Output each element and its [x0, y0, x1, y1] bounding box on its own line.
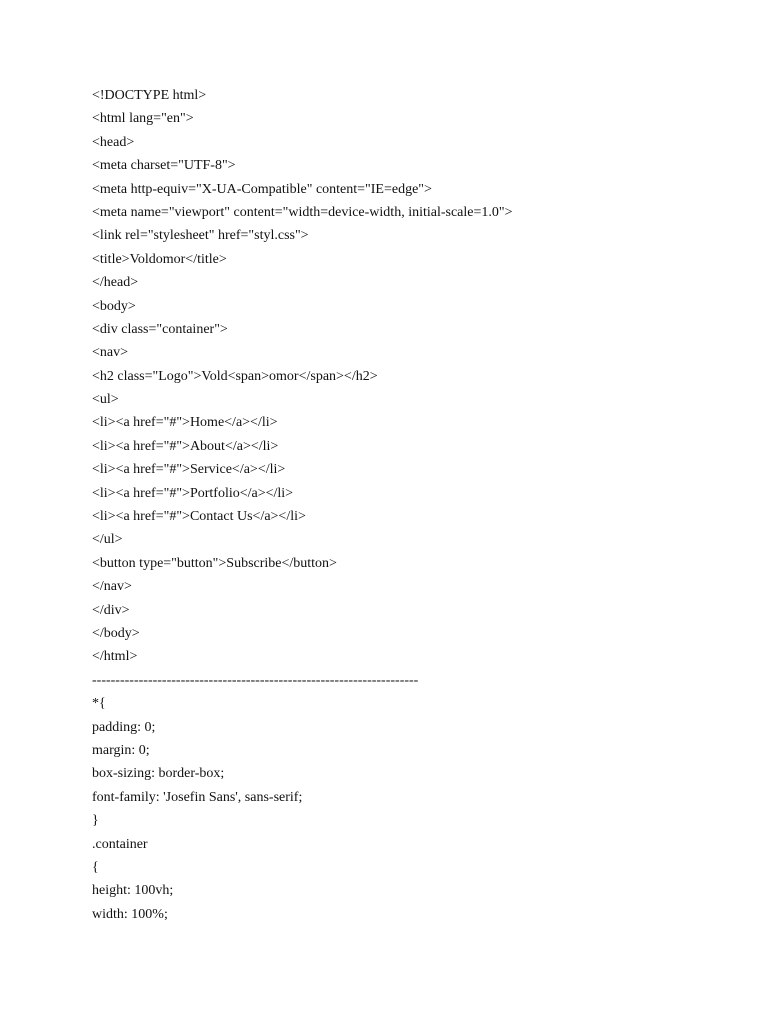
code-line: <div class="container">	[92, 321, 228, 337]
separator-line: ----------------------------------------------------------------------	[92, 672, 419, 688]
code-line: </ul>	[92, 532, 123, 548]
code-line: <ul>	[92, 392, 119, 408]
code-line: <!DOCTYPE html>	[92, 88, 207, 103]
code-line: <link rel="stylesheet" href="styl.css">	[92, 228, 309, 244]
code-line: </html>	[92, 649, 138, 665]
code-line: font-family: 'Josefin Sans', sans-serif;	[92, 789, 303, 805]
code-line: margin: 0;	[92, 742, 150, 758]
code-line: <meta http-equiv="X-UA-Compatible" content="IE=edge">	[92, 181, 432, 197]
code-line: </head>	[92, 275, 139, 291]
code-line: {	[92, 859, 99, 875]
document-body	[92, 84, 732, 926]
code-line: <li><a href="#">Service</a></li>	[92, 462, 286, 478]
code-line: <h2 class="Logo">Vold<span>omor</span></h2>	[92, 368, 378, 384]
code-line: </body>	[92, 625, 140, 641]
code-line: <li><a href="#">About</a></li>	[92, 438, 279, 454]
code-line: width: 100%;	[92, 906, 168, 922]
code-line: <li><a href="#">Contact Us</a></li>	[92, 509, 306, 525]
code-line: <button type="button">Subscribe</button>	[92, 555, 337, 571]
code-line: <body>	[92, 298, 136, 314]
code-line: <nav>	[92, 345, 129, 361]
code-line: }	[92, 813, 99, 829]
code-line: </div>	[92, 602, 130, 618]
code-line: <html lang="en">	[92, 111, 194, 127]
code-line: padding: 0;	[92, 719, 156, 735]
code-line: <title>Voldomor</title>	[92, 251, 227, 267]
code-line: <head>	[92, 134, 135, 150]
code-line: *{	[92, 696, 106, 712]
code-line: <li><a href="#">Portfolio</a></li>	[92, 485, 294, 501]
code-line: .container	[92, 836, 148, 852]
code-line: </nav>	[92, 579, 132, 595]
code-line: box-sizing: border-box;	[92, 766, 225, 782]
code-line: <meta charset="UTF-8">	[92, 158, 236, 174]
code-line: <li><a href="#">Home</a></li>	[92, 415, 278, 431]
code-line: height: 100vh;	[92, 883, 174, 899]
code-line: <meta name="viewport" content="width=device-width, initial-scale=1.0">	[92, 204, 513, 220]
